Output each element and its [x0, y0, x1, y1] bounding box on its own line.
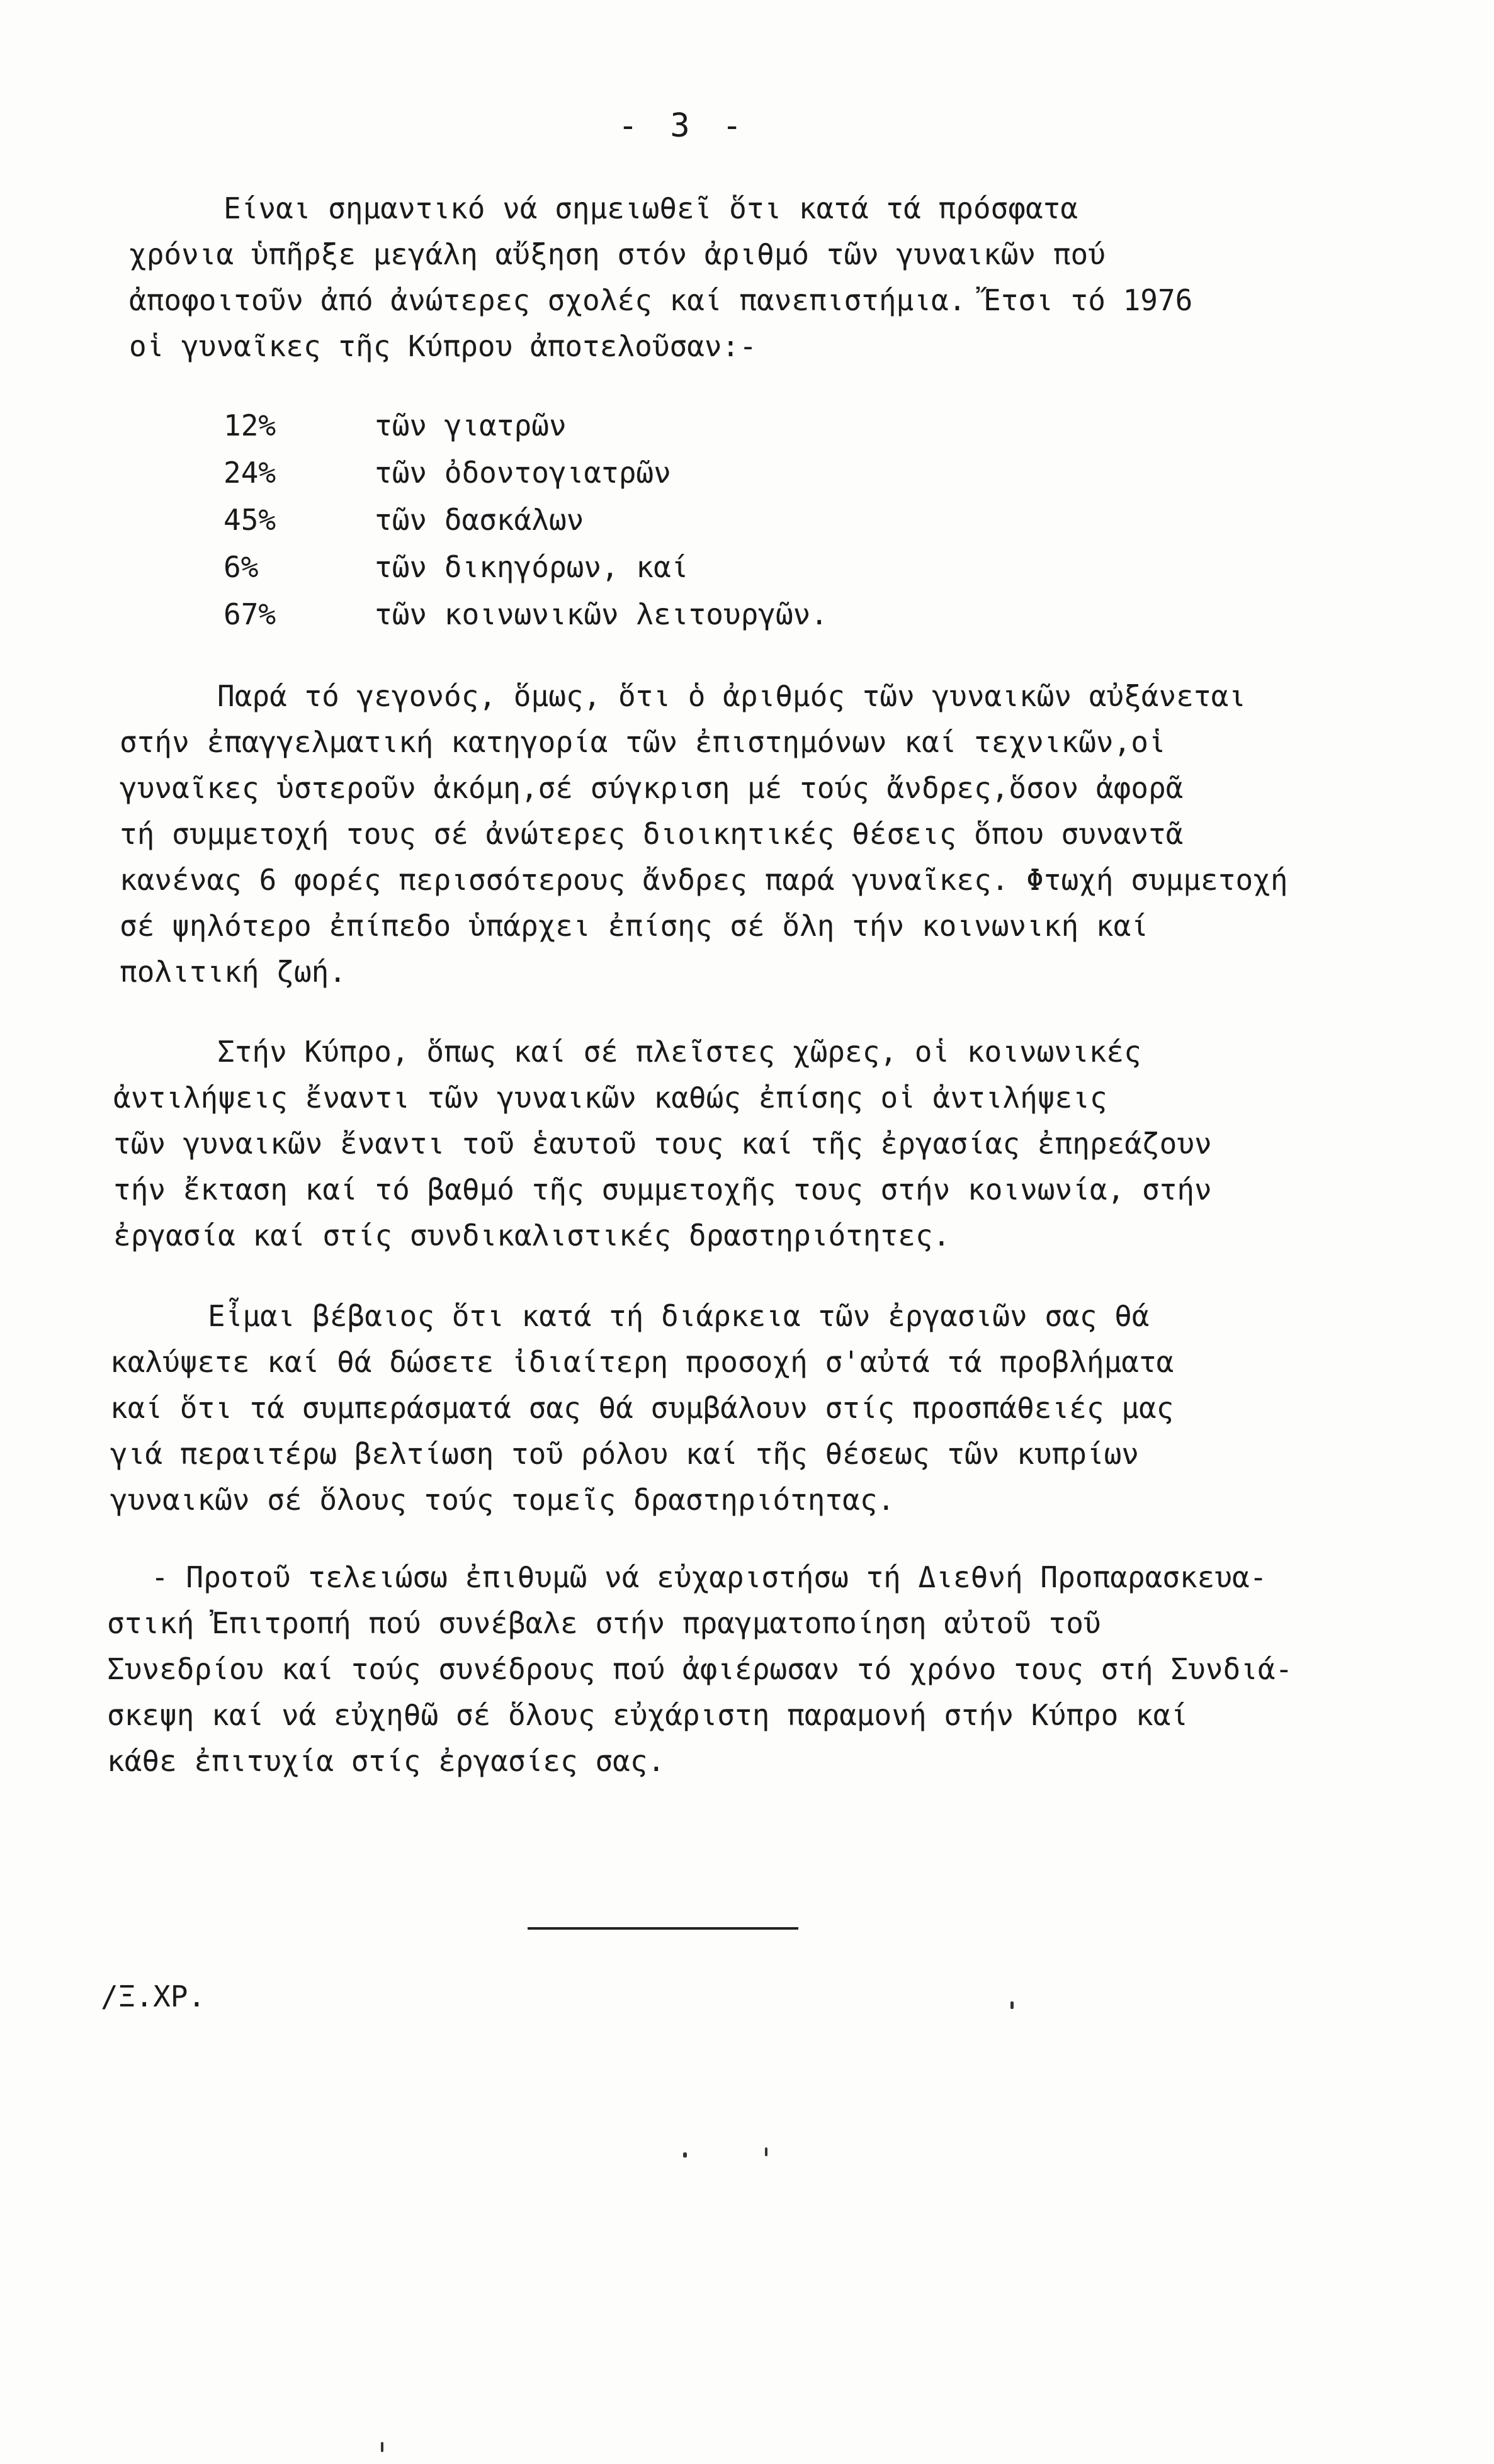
profession-label: τῶν ὀδοντογιατρῶν: [375, 456, 671, 490]
profession-label: τῶν δικηγόρων, καί: [375, 550, 689, 584]
text-line: πολιτική ζωή.: [120, 955, 347, 989]
text-line: γυναικῶν σέ ὅλους τούς τομεῖς δραστηριότητας.: [110, 1483, 895, 1517]
text-line: καλύψετε καί θά δώσετε ἰδιαίτερη προσοχή σ'αὐτά τά προβλήματα: [110, 1345, 1174, 1379]
text-line: ἀποφοιτοῦν ἀπό ἀνώτερες σχολές καί πανεπιστήμια. Ἔτσι τό 1976: [129, 283, 1193, 317]
statistics-list: [0, 403, 828, 639]
text-line: κανένας 6 φορές περισσότερους ἄνδρες παρά γυναῖκες. Φτωχή συμμετοχή: [120, 863, 1288, 897]
text-line: σκεψη καί νά εὐχηθῶ σέ ὅλους εὐχάριστη παραμονή στήν Κύπρο καί: [107, 1698, 1189, 1732]
scan-speck: [683, 2152, 687, 2157]
percent-value: 45%: [224, 503, 276, 537]
paragraph-perceptions: [0, 1029, 1212, 1259]
author-initials: /Ξ.ΧΡ.: [101, 1979, 206, 2013]
text-line: Είναι σημαντικό νά σημειωθεῖ ὅτι κατά τά πρόσφατα: [224, 191, 1078, 225]
list-item: [0, 544, 828, 592]
text-line: γυναῖκες ὑστεροῦν ἀκόμη,σέ σύγκριση μέ τούς ἄνδρες,ὅσον ἀφορᾶ: [120, 771, 1184, 805]
percent-value: 67%: [224, 597, 276, 631]
percent-value: 12%: [224, 408, 276, 442]
text-line: χρόνια ὑπῆρξε μεγάλη αὔξηση στόν ἀριθμό τῶν γυναικῶν πού: [129, 237, 1106, 271]
text-line: τήν ἔκταση καί τό βαθμό τῆς συμμετοχῆς τους στήν κοινωνία, στήν: [113, 1173, 1212, 1207]
text-line: γιά περαιτέρω βελτίωση τοῦ ρόλου καί τῆς θέσεως τῶν κυπρίων: [110, 1437, 1139, 1471]
list-item: [0, 403, 828, 450]
text-line: ἐργασία καί στίς συνδικαλιστικές δραστηριότητες.: [113, 1218, 951, 1252]
text-line: Συνεδρίου καί τούς συνέδρους πού ἀφιέρωσαν τό χρόνο τους στή Συνδιά-: [107, 1652, 1293, 1686]
text-line: σέ ψηλότερο ἐπίπεδο ὑπάρχει ἐπίσης σέ ὅλη τήν κοινωνική καί: [120, 909, 1148, 943]
percent-value: 24%: [224, 456, 276, 490]
text-line: Στήν Κύπρο, ὅπως καί σέ πλεῖστες χῶρες, οἱ κοινωνικές: [217, 1035, 1141, 1069]
profession-label: τῶν δασκάλων: [375, 503, 584, 537]
text-line: - Προτοῦ τελειώσω ἐπιθυμῶ νά εὐχαριστήσω τή Διεθνή Προπαρασκευα-: [151, 1560, 1267, 1594]
paragraph-conclusions: [0, 1293, 1174, 1523]
text-line: Παρά τό γεγονός, ὅμως, ὅτι ὁ ἀριθμός τῶν γυναικῶν αὐξάνεται: [217, 679, 1246, 713]
percent-value: 6%: [224, 550, 259, 584]
list-item: [0, 592, 828, 639]
closing-divider: [528, 1927, 798, 1930]
page-number: - 3 -: [618, 107, 749, 145]
scan-speck: [765, 2147, 767, 2156]
text-line: κάθε ἐπιτυχία στίς ἐργασίες σας.: [107, 1744, 665, 1778]
profession-label: τῶν γιατρῶν: [375, 408, 567, 442]
paragraph-participation: [0, 673, 1288, 995]
text-line: οἱ γυναῖκες τῆς Κύπρου ἀποτελοῦσαν:-: [129, 329, 757, 363]
text-line: καί ὅτι τά συμπεράσματά σας θά συμβάλουν στίς προσπάθειές μας: [110, 1391, 1174, 1425]
scan-speck: [1010, 2001, 1014, 2009]
text-line: στήν ἐπαγγελματική κατηγορία τῶν ἐπιστημόνων καί τεχνικῶν,οἱ: [120, 725, 1166, 759]
list-item: [0, 450, 828, 497]
text-line: τή συμμετοχή τους σέ ἀνώτερες διοικητικές θέσεις ὅπου συναντᾶ: [120, 817, 1184, 851]
text-line: τῶν γυναικῶν ἔναντι τοῦ ἑαυτοῦ τους καί τῆς ἐργασίας ἐπηρεάζουν: [113, 1127, 1212, 1161]
paragraph-graduates: [0, 186, 1192, 369]
profession-label: τῶν κοινωνικῶν λειτουργῶν.: [375, 597, 829, 631]
paragraph-thanks: [0, 1555, 1293, 1784]
text-line: στική Ἐπιτροπή πού συνέβαλε στήν πραγματοποίηση αὐτοῦ τοῦ: [107, 1606, 1101, 1640]
text-line: Εἶμαι βέβαιος ὅτι κατά τή διάρκεια τῶν ἐργασιῶν σας θά: [208, 1299, 1150, 1333]
text-line: ἀντιλήψεις ἔναντι τῶν γυναικῶν καθώς ἐπίσης οἱ ἀντιλήψεις: [113, 1081, 1107, 1115]
scan-speck: [381, 2442, 383, 2452]
list-item: [0, 497, 828, 544]
